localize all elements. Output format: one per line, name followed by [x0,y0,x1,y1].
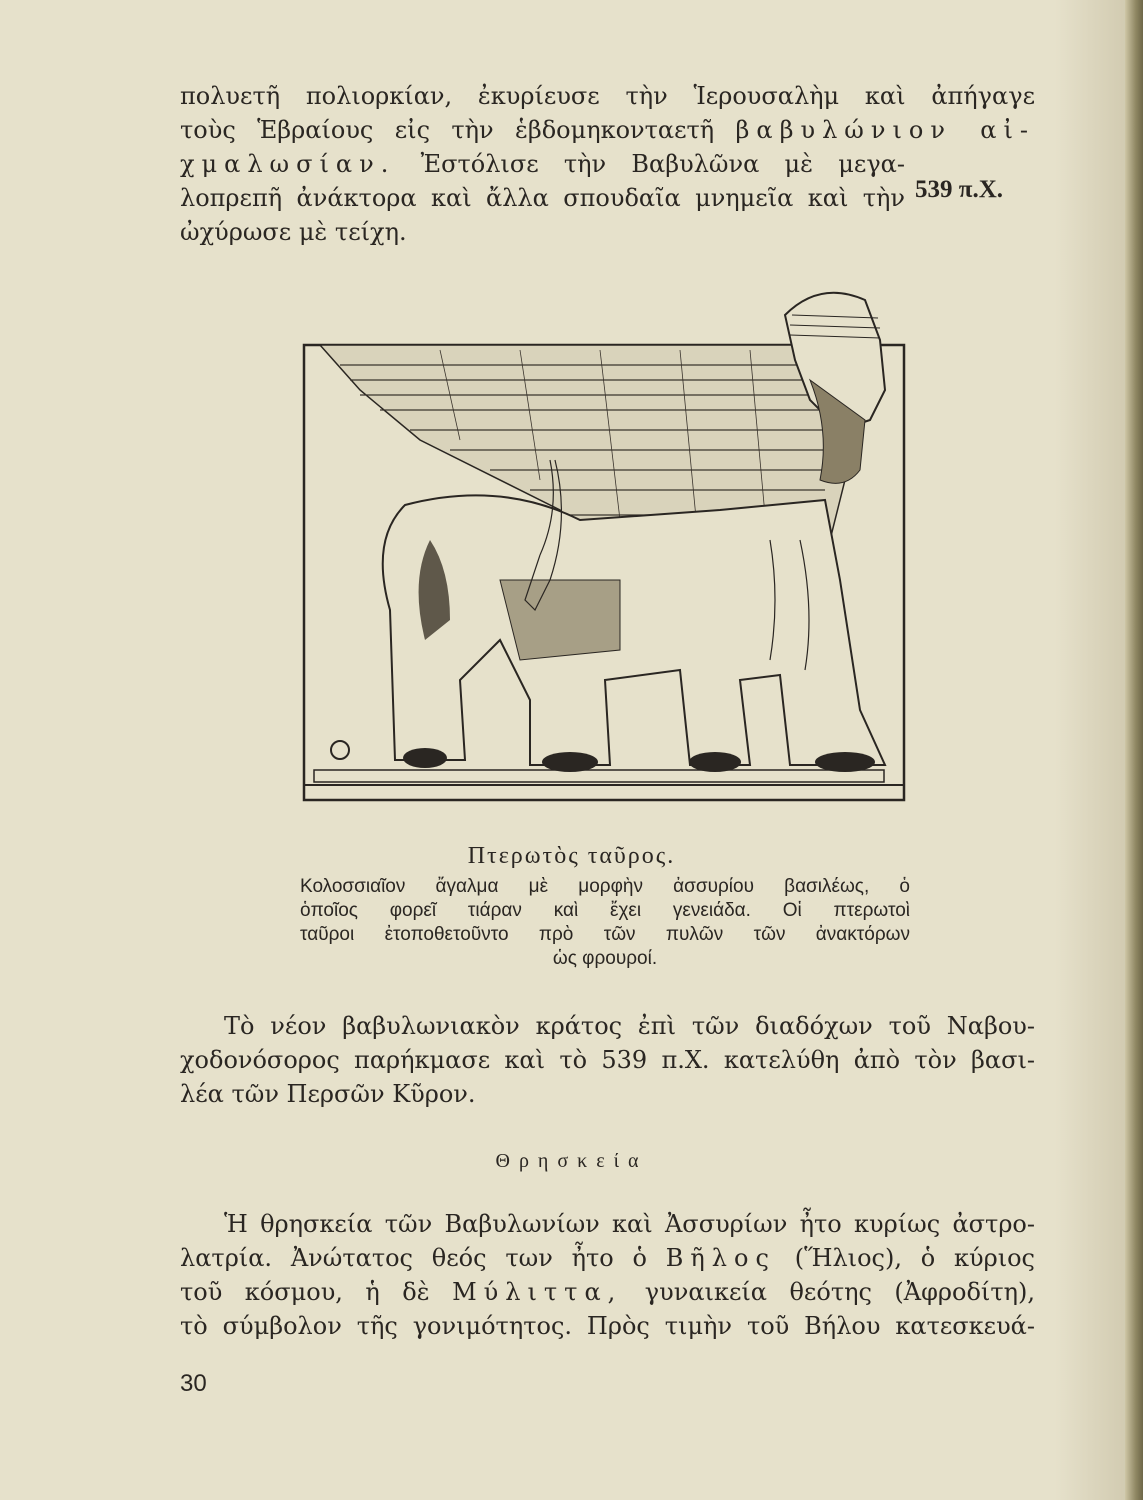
winged-bull-figure [300,280,920,825]
paragraph-3-line-1: Ἡ θρησκεία τῶν Βαβυλωνίων καὶ Ἀσσυρίων ἦτο κυρίως ἀστρο- [224,1210,1035,1238]
section-heading: Θρησκεία [495,1150,648,1172]
paragraph-3-line-4: τὸ σύμβολον τῆς γονιμότητος. Πρὸς τιμὴν τοῦ Βήλου κατεσκευά- [180,1312,1035,1340]
paragraph-2-line: χοδονόσορος παρήκμασε καὶ τὸ 539 π.Χ. κατελύθη ἀπὸ τὸν βασι- [180,1046,1035,1074]
figure-caption-line: ὁποῖος φορεῖ τιάραν καὶ ἔχει γενειάδα. Οἱ πτερωτοὶ [300,900,910,921]
figure-caption-line: ταῦροι ἐτοποθετοῦντο πρὸ τῶν πυλῶν τῶν ἀνακτόρων [300,924,910,945]
paragraph-1-line-3-rest: Ἐστόλισε τὴν Βαβυλῶνα μὲ μεγα- [420,150,905,178]
paragraph-3-line-2-start: λατρία. Ἀνώτατος θεός των ἦτο ὁ [180,1244,647,1272]
paragraph-1-line-3 [180,148,905,180]
winged-bull-illustration [300,280,920,825]
figure-caption-line: ὡς φρουροί. [552,948,658,969]
paragraph-3-line-2-spaced: Βῆλος [665,1244,776,1272]
page-shadow [1055,0,1125,1500]
margin-date-note: 539 π.Χ. [915,176,1004,203]
paragraph-3-line-2 [180,1242,1035,1274]
paragraph-2-line: Τὸ νέον βαβυλωνιακὸν κράτος ἐπὶ τῶν διαδόχων τοῦ Ναβου- [224,1012,1035,1040]
paragraph-1-line-2-spaced: βαβυλώνιον αἰ- [735,116,1035,144]
page-edge [1125,0,1143,1500]
paragraph-1-line-2-start: τοὺς Ἑβραίους εἰς τὴν ἑβδομηκονταετῆ [180,116,715,144]
paragraph-1-line-5: ὠχύρωσε μὲ τείχη. [180,218,407,246]
paragraph-3-line-3 [180,1276,1035,1308]
paragraph-3-line-3-start: τοῦ κόσμου, ἡ δὲ [180,1278,430,1306]
paragraph-2-line: λέα τῶν Περσῶν Κῦρον. [180,1080,476,1108]
paragraph-1-line-4: λοπρεπῆ ἀνάκτορα καὶ ἄλλα σπουδαῖα μνημεῖα καὶ τὴν [180,184,905,212]
paragraph-1-line-2 [180,114,1035,146]
page-number: 30 [180,1370,207,1397]
paragraph-1-line-1: πολυετῆ πολιορκίαν, ἐκυρίευσε τὴν Ἱερουσαλὴμ καὶ ἀπήγαγε [180,82,1035,110]
paragraph-3-line-2-end: (Ἥλιος), ὁ κύριος [794,1244,1035,1272]
paragraph-3-line-3-spaced: Μύλιττα, [452,1278,623,1306]
figure-caption-line: Κολοσσιαῖον ἄγαλμα μὲ μορφὴν ἀσσυρίου βασιλέως, ὁ [300,876,910,897]
figure-caption-title: Πτερωτὸς ταῦρος. [467,843,676,869]
paragraph-1-line-3-spaced: χμαλωσίαν. [180,150,396,178]
paragraph-3-line-3-end: γυναικεία θεότης (Ἀφροδίτη), [644,1278,1035,1306]
